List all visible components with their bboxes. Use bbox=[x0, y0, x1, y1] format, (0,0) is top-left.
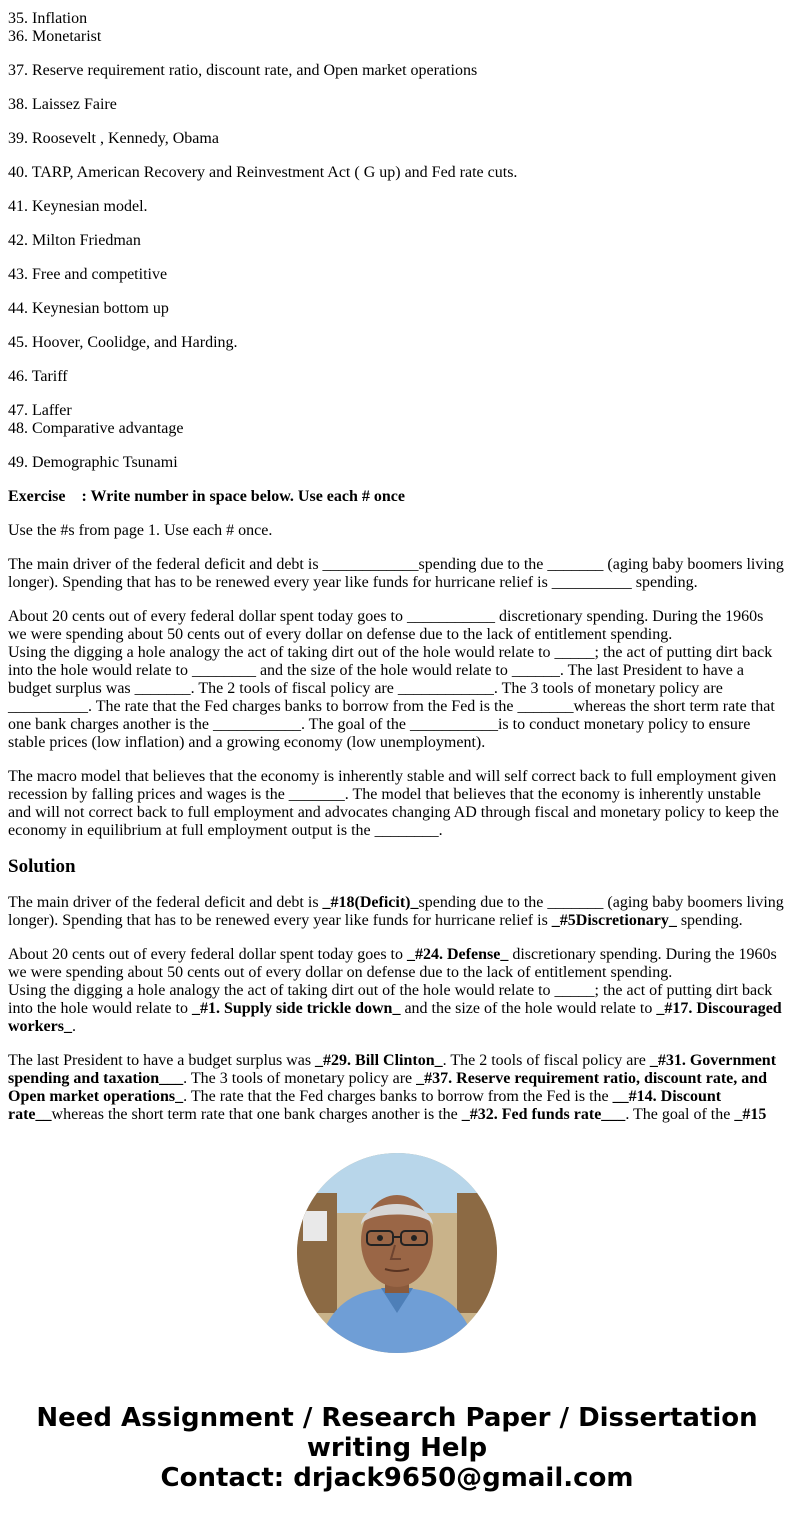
list-item: 47. Laffer bbox=[8, 402, 72, 419]
exercise-paragraph-2b: Using the digging a hole analogy the act of taking dirt out of the hole would relate to _____; the act of putting dirt back into the hole would relate to ________ and the size of the hole would relate to ______. The last President to have a budget surplus was _______. The 2 tools of fiscal policy are ____________. The 3 tools of monetary policy are __________. The rate that the Fed charges banks to borrow from the Fed is the _______whereas the short term rate that one bank charges another is the ___________. The goal of the ___________is to conduct monetary policy to ensure stable prices (low inflation) and a growing economy (low unemployment). bbox=[8, 644, 775, 751]
answer: _#31. Government spending and taxation___ bbox=[8, 1052, 777, 1087]
list-item: 44. Keynesian bottom up bbox=[8, 300, 169, 317]
text-run: spending. bbox=[676, 912, 743, 929]
text-run: . bbox=[71, 1018, 76, 1035]
exercise-paragraph-2a: About 20 cents out of every federal dollar spent today goes to ___________ discretionary spending. During the 1960s we were spending about 50 cents out of every dollar on defense due to the lack of entitlement spending. bbox=[8, 608, 764, 643]
list-item: 39. Roosevelt , Kennedy, Obama bbox=[8, 130, 219, 147]
answer: _#17. Discouraged workers_ bbox=[8, 1000, 782, 1035]
text-run: whereas the short term rate that one bank charges another is the bbox=[51, 1106, 462, 1123]
answer: _#1. Supply side trickle down_ bbox=[191, 1000, 401, 1017]
list-item: 42. Milton Friedman bbox=[8, 232, 141, 249]
list-item: 36. Monetarist bbox=[8, 28, 102, 45]
list-item: 41. Keynesian model. bbox=[8, 198, 148, 215]
exercise-heading: Exercise : Write number in space below. Use each # once bbox=[8, 488, 405, 505]
solution-heading: Solution bbox=[8, 856, 76, 877]
text-run: . The rate that the Fed charges banks to borrow from the Fed is the bbox=[183, 1088, 613, 1105]
solution-paragraph-3 bbox=[8, 1052, 786, 1123]
list-item: 49. Demographic Tsunami bbox=[8, 454, 178, 471]
solution-paragraph-1 bbox=[8, 894, 786, 930]
answer: _#15 bbox=[734, 1106, 767, 1123]
exercise-paragraph-3: The macro model that believes that the economy is inherently stable and will self correct back to full employment given recession by falling prices and wages is the _______. The model that believes that the economy is inherently unstable and will not correct back to full employment and advocates changing AD through fiscal and monetary policy to keep the economy in equilibrium at full employment output is the ________. bbox=[8, 768, 779, 839]
answer: _#37. Reserve requirement ratio, discount rate, and Open market operations_ bbox=[8, 1070, 768, 1105]
answer: _#32. Fed funds rate___ bbox=[461, 1106, 626, 1123]
text-run: . The 2 tools of fiscal policy are bbox=[442, 1052, 650, 1069]
footer-contact: Contact: drjack9650@gmail.com bbox=[160, 1463, 634, 1493]
answer: __#14. Discount rate__ bbox=[8, 1088, 722, 1123]
text-run: discretionary spending. During the 1960s we were spending about 50 cents out of every dollar on defense due to the lack of entitlement spending. bbox=[8, 946, 777, 981]
list-item: 38. Laissez Faire bbox=[8, 96, 117, 113]
answer: _#5Discretionary_ bbox=[551, 912, 677, 929]
exercise-paragraph-2 bbox=[8, 608, 786, 752]
list-item: 45. Hoover, Coolidge, and Harding. bbox=[8, 334, 238, 351]
exercise-instruction: Use the #s from page 1. Use each # once. bbox=[8, 522, 273, 539]
list-item: 48. Comparative advantage bbox=[8, 420, 184, 437]
text-run: spending due to the _______ (aging baby boomers living longer). Spending that has to be renewed every year like funds for hurricane relief is bbox=[8, 894, 784, 929]
footer-banner bbox=[0, 1403, 794, 1493]
text-run: The main driver of the federal deficit and debt is bbox=[8, 894, 323, 911]
exercise-paragraph-1: The main driver of the federal deficit and debt is ____________spending due to the _______ (aging baby boomers living longer). Spending that has to be renewed every year like funds for hurricane relief is __________ spending. bbox=[8, 556, 784, 591]
answer: _#29. Bill Clinton_ bbox=[315, 1052, 443, 1069]
list-item: 37. Reserve requirement ratio, discount rate, and Open market operations bbox=[8, 62, 478, 79]
text-run: and the size of the hole would relate to bbox=[400, 1000, 657, 1017]
list-item: 40. TARP, American Recovery and Reinvestment Act ( G up) and Fed rate cuts. bbox=[8, 164, 518, 181]
list-item: 46. Tariff bbox=[8, 368, 68, 385]
answer: _#24. Defense_ bbox=[407, 946, 509, 963]
answer: _#18(Deficit)_ bbox=[322, 894, 419, 911]
text-run: . The 3 tools of monetary policy are bbox=[183, 1070, 417, 1087]
text-run: The last President to have a budget surplus was bbox=[8, 1052, 316, 1069]
solution-paragraph-2 bbox=[8, 946, 786, 1036]
author-portrait-icon bbox=[297, 1153, 497, 1353]
text-run: About 20 cents out of every federal dollar spent today goes to bbox=[8, 946, 407, 963]
text-run: Using the digging a hole analogy the act of taking dirt out of the hole would relate to _____; the act of putting dirt back into the hole would relate to bbox=[8, 982, 773, 1017]
footer-help-text: Need Assignment / Research Paper / Dissertation writing Help bbox=[36, 1403, 758, 1463]
list-item: 35. Inflation bbox=[8, 10, 88, 27]
text-run: . The goal of the bbox=[625, 1106, 735, 1123]
list-item: 43. Free and competitive bbox=[8, 266, 168, 283]
author-avatar bbox=[297, 1153, 497, 1353]
